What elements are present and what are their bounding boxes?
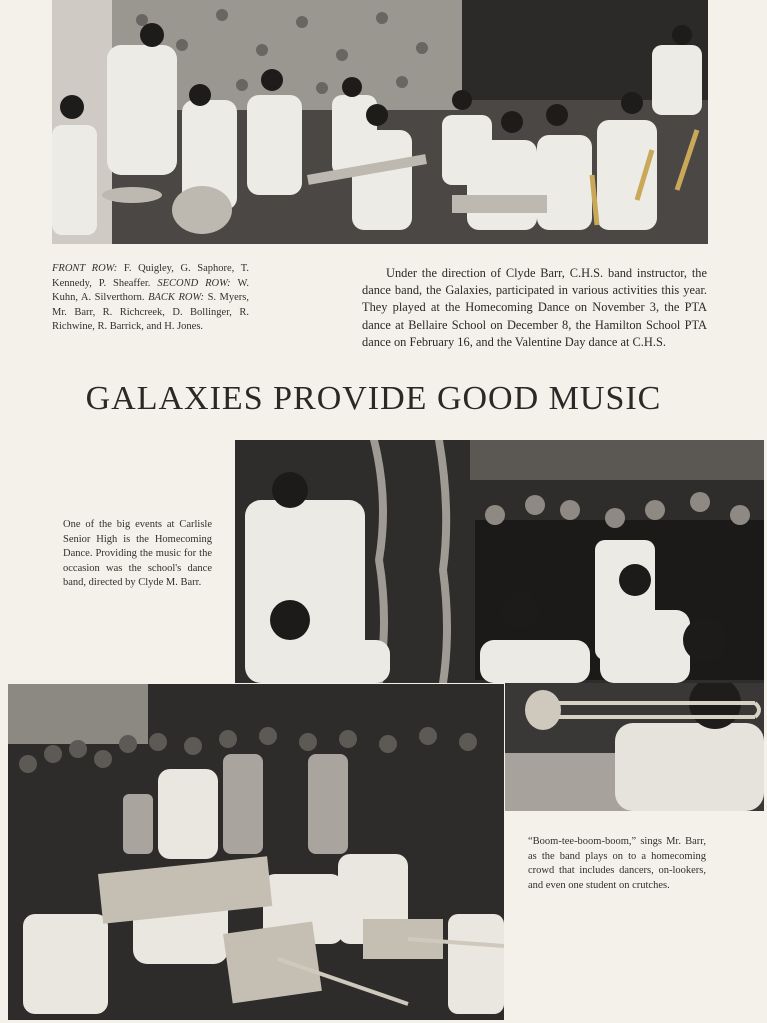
roster-caption — [52, 262, 249, 335]
second-row-names: W. Kuhn, A. Silverthorn. — [52, 277, 250, 304]
homecoming-caption — [63, 518, 212, 591]
homecoming-photo — [235, 440, 764, 683]
article-text: Under the direction of Clyde Barr, C.H.S. band instructor, the dance band, the Galaxies, participated in various activities this year. They played at the Homecoming Dance on November 3, the PTA dance at Bellaire School on December 8, the Hamilton School PTA dance on February 16, and the Valentine Day dance at C.H.S. — [362, 266, 707, 349]
band-photo-top — [52, 0, 708, 244]
crowd-caption-text: “Boom-tee-boom-boom,” sings Mr. Barr, as the band plays on to a homecoming crowd that includes dancers, on-lookers, and even one student on crutches. — [528, 836, 706, 891]
crowd-caption — [528, 835, 706, 893]
trombone-photo — [505, 683, 764, 811]
second-row-label: SECOND ROW: — [157, 277, 231, 289]
front-row-names: F. Quigley, G. Saphore, T. Kennedy, P. Sheaffer. — [52, 263, 249, 289]
back-row-names: S. Myers, Mr. Barr, R. Richcreek, D. Bollinger, R. Richwine, R. Barrick, and H. Jones. — [52, 292, 250, 333]
crowd-photo — [8, 684, 504, 1020]
front-row-label: FRONT ROW: — [52, 263, 118, 274]
back-row-label: BACK ROW: — [148, 292, 205, 304]
article-paragraph — [362, 265, 707, 351]
page-headline: GALAXIES PROVIDE GOOD MUSIC — [85, 380, 662, 417]
homecoming-caption-text: One of the big events at Carlisle Senior High is the Homecoming Dance. Providing the music for the occasion was the school's dance band, directed by Clyde M. Barr. — [63, 519, 212, 589]
